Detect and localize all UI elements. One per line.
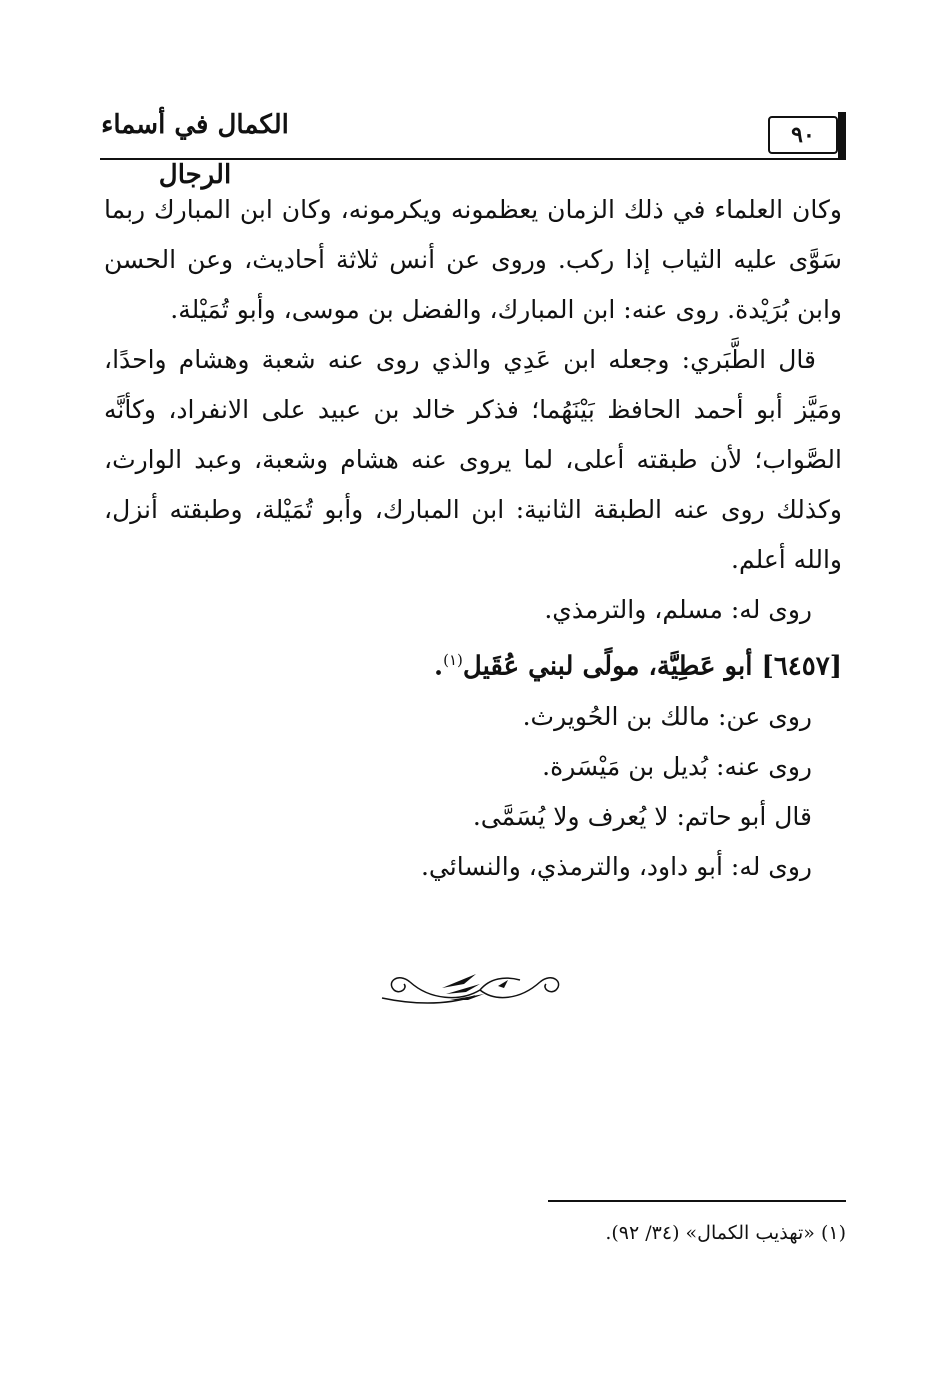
- footnote-marker: (١): [443, 651, 463, 669]
- entry-line-1: روى عن: مالك بن الحُويرث.: [522, 701, 812, 731]
- header-rule: [100, 158, 846, 160]
- paragraph-2: قال الطَّبَري: وجعله ابن عَدِي والذي روى عنه شعبة وهشام واحدًا، ومَيَّز أبو أحمد الحافظ بَيْنَهُما؛ فذكر خالد بن عبيد على الانفراد، وكأنَّه الصَّواب؛ لأن طبقته أعلى، لما يروى عنه هشام وشعبة، وعبد الوارث، وكذلك روى عنه الطبقة الثانية: ابن المبارك، وأبو تُمَيْلة، وطبقته أنزل، والله أعلم.: [104, 345, 842, 574]
- entry-line-2: روى عنه: بُديل بن مَيْسَرة.: [542, 751, 812, 781]
- entry-number: [٦٤٥٧]: [761, 651, 842, 682]
- page-number-bar: [838, 112, 846, 158]
- narrators-line: روى له: مسلم، والترمذي.: [544, 595, 812, 624]
- entry-heading: [104, 635, 842, 692]
- entry-end: .: [434, 651, 444, 682]
- paragraph-1: وكان العلماء في ذلك الزمان يعظمونه ويكرمونه، وكان ابن المبارك ربما سَوَّى عليه الثياب إذا ركب. وروى عن أنس ثلاثة أحاديث، وعن الحسن وابن بُرَيْدة. روى عنه: ابن المبارك، والفضل بن موسى، وأبو تُمَيْلة.: [104, 195, 842, 324]
- page-number: ٩٠: [768, 116, 838, 154]
- body-text: [104, 185, 842, 892]
- entry-line-4: روى له: أبو داود، والترمذي، والنسائي.: [420, 851, 812, 881]
- footnote-rule: [548, 1200, 846, 1202]
- footnote: (١) «تهذيب الكمال» (٣٤/ ٩٢).: [605, 1222, 846, 1244]
- ornament-divider: [380, 960, 570, 1016]
- entry-title: أبو عَطِيَّة، مولًى لبني عُقَيل: [462, 651, 753, 682]
- book-title: الكمال في أسماء الرجال: [101, 110, 289, 190]
- entry-line-3: قال أبو حاتم: لا يُعرف ولا يُسَمَّى.: [472, 801, 812, 831]
